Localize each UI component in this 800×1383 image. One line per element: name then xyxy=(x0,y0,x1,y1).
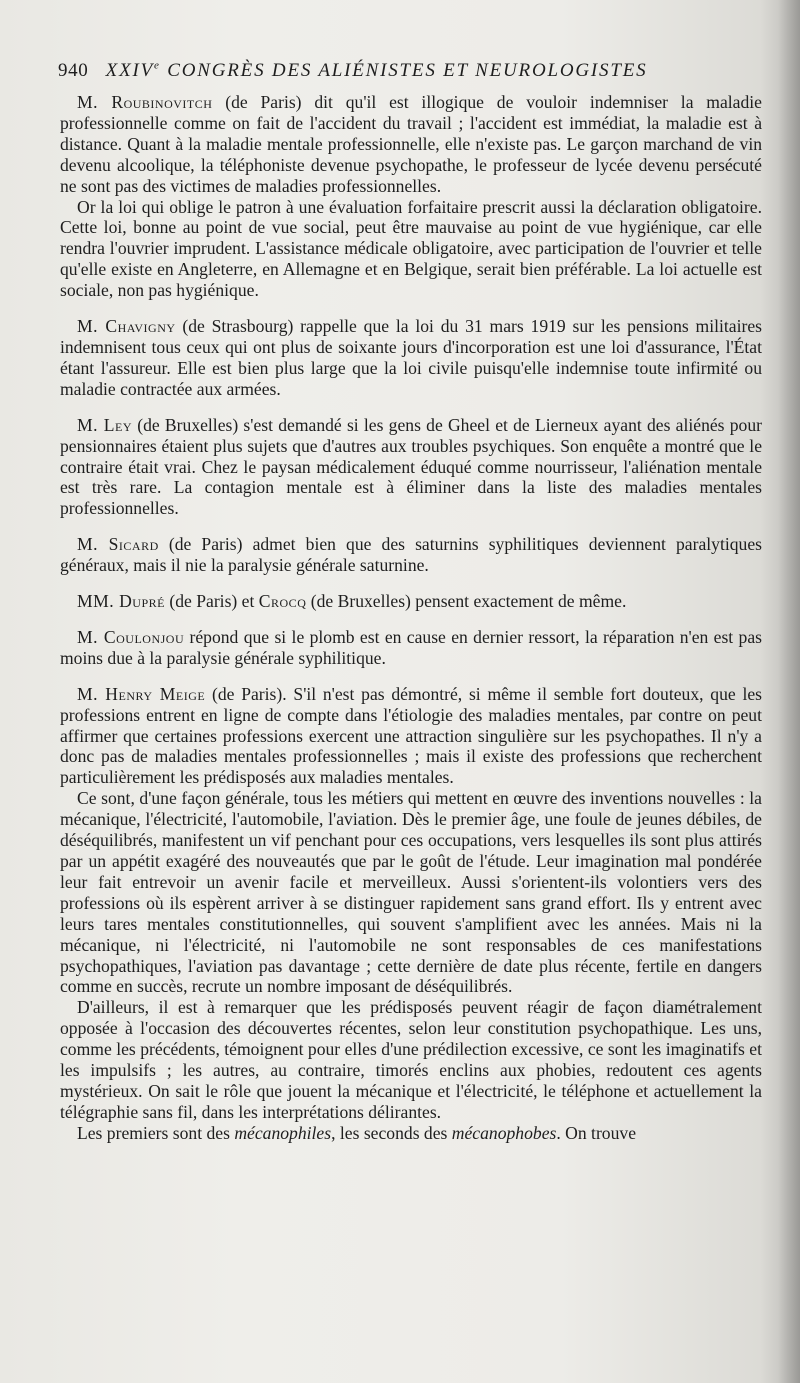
running-header xyxy=(58,60,758,82)
page-body xyxy=(60,92,762,1144)
paragraph-coulonjou: M. Coulonjou répond que si le plomb est en cause en dernier ressort, la réparation n'en est pas moins due à la paralysie générale syphilitique. xyxy=(60,626,763,668)
paragraph-ley: M. Ley (de Bruxelles) s'est demandé si les gens de Gheel et de Lierneux ayant des aliénés pour pensionnaires étaient plus sujets que d'autres aux troubles psychiques. Son enquête a montré que le contraire était vrai. Chez le paysan médicalement éduqué comme nourrisseur, l'aliénation mentale est très rare. La contagion mentale est à éliminer dans la liste des maladies mentales professionnelles. xyxy=(60,414,762,519)
speaker-name: Crocq xyxy=(258,591,307,612)
page-number: 940 xyxy=(58,60,89,82)
page-edge-shadow xyxy=(778,0,800,1383)
paragraph-dupre-crocq: MM. Dupré (de Paris) et Crocq (de Bruxelles) pensent exactement de même. xyxy=(77,591,627,612)
speaker-name: MM. Dupré xyxy=(77,591,165,612)
speaker-name: M. Roubinovitch xyxy=(77,92,213,112)
paragraph-meige: M. Henry Meige (de Paris). S'il n'est pas démontré, si même il semble fort douteux, que les professions entrent en ligne de compte dans l'étiologie des maladies mentales, par contre on peut affirmer que certaines professions exercent une attraction singulière sur les psychopathes. Il n'y a donc pas de maladies mentales professionnelles ; mais il existe des professions que recherchent particulièrement les prédisposés aux maladies mentales. xyxy=(60,683,762,788)
paragraph-roubinovitch-cont: Or la loi qui oblige le patron à une évaluation forfaitaire prescrit aussi la déclaration obligatoire. Cette loi, bonne au point de vue social, peut être mauvaise au point de vue hygiénique, car elle rendra l'ouvrier imprudent. L'assistance médicale obligatoire, avec participation de l'ouvrier et telle qu'elle existe en Angleterre, en Allemagne et en Belgique, serait bien préférable. La loi actuelle est sociale, non pas hygiénique. xyxy=(60,196,762,301)
running-title: XXIVe CONGRÈS DES ALIÉNISTES ET NEUROLOGISTES xyxy=(105,60,648,82)
speaker-name: M. Chavigny xyxy=(77,316,176,337)
paragraph-meige-cont-2: D'ailleurs, il est à remarquer que les prédisposés peuvent réagir de façon diamétralement opposée à l'occasion des découvertes récentes, selon leur constitution psychopathique. Les uns, comme les précédents, témoignent pour elles d'une prédilection excessive, ce sont les imaginatifs et les impulsifs ; les autres, au contraire, timorés enclins aux phobies, redoutent ces agents mystérieux. On sait le rôle que jouent la mécanique et l'électricité, le téléphone et actuellement la télégraphie sans fil, dans les interprétations délirantes. xyxy=(60,997,762,1122)
paragraph-meige-cont-1: Ce sont, d'une façon générale, tous les métiers qui mettent en œuvre des inventions nouvelles : la mécanique, l'électricité, l'automobile, l'aviation. Dès le premier âge, une foule de jeunes débiles, de déséquilibrés, manifestent un vif penchant pour ces occupations, vers lesquelles ils sont plus attirés par un appétit exagéré des nouveautés que par le goût de l'étude. Leur imagination mal pondérée leur fait entrevoir un avenir facile et merveilleux. Aussi s'orientent-ils volontiers vers des professions où ils espèrent arriver à se distinguer rapidement sans grand effort. Ils y entrent avec leurs tares mentales constitutionnelles, qui souvent s'amplifient avec les années. Mais ni la mécanique, ni l'électricité, ni l'automobile ne sont responsables de ces manifestations psychopathiques, l'aviation pas davantage ; cette dernière de date plus récente, fertile en dangers comme en succès, recrute un nombre imposant de déséquilibrés. xyxy=(60,788,762,997)
italic-term: mécanophobes xyxy=(451,1122,557,1143)
paragraph-meige-cont-3: Les premiers sont des mécanophiles, les seconds des mécanophobes. On trouve xyxy=(77,1122,637,1143)
paragraph-sicard: M. Sicard (de Paris) admet bien que des saturnins syphilitiques deviennent paralytiques généraux, mais il nie la paralysie générale saturnine. xyxy=(60,534,762,576)
speaker-name: M. Ley xyxy=(77,414,133,435)
speaker-name: M. Coulonjou xyxy=(77,626,185,647)
paragraph-chavigny: M. Chavigny (de Strasbourg) rappelle que la loi du 31 mars 1919 sur les pensions militaires indemnisent tous ceux qui ont plus de soixante jours d'incorporation est une loi d'assurance, l'État étant l'assureur. Elle est bien plus large que la loi civile puisqu'elle indemnise toute infirmité ou maladie contractée aux armées. xyxy=(60,316,762,399)
italic-term: mécanophiles xyxy=(234,1122,332,1143)
speaker-name: M. Henry Meige xyxy=(77,683,206,704)
speaker-name: M. Sicard xyxy=(77,534,159,555)
paragraph-roubinovitch: M. Roubinovitch (de Paris) dit qu'il est illogique de vouloir indemniser la maladie professionnelle comme on fait de l'accident du travail ; l'accident est immédiat, la maladie est à distance. Quant à la maladie mentale professionnelle, elle n'existe pas. Le garçon marchand de vin devenu alcoolique, la téléphoniste devenue psychopathe, le professeur de lycée devenu persécuté ne sont pas des victimes de maladies professionnelles. xyxy=(60,92,762,196)
